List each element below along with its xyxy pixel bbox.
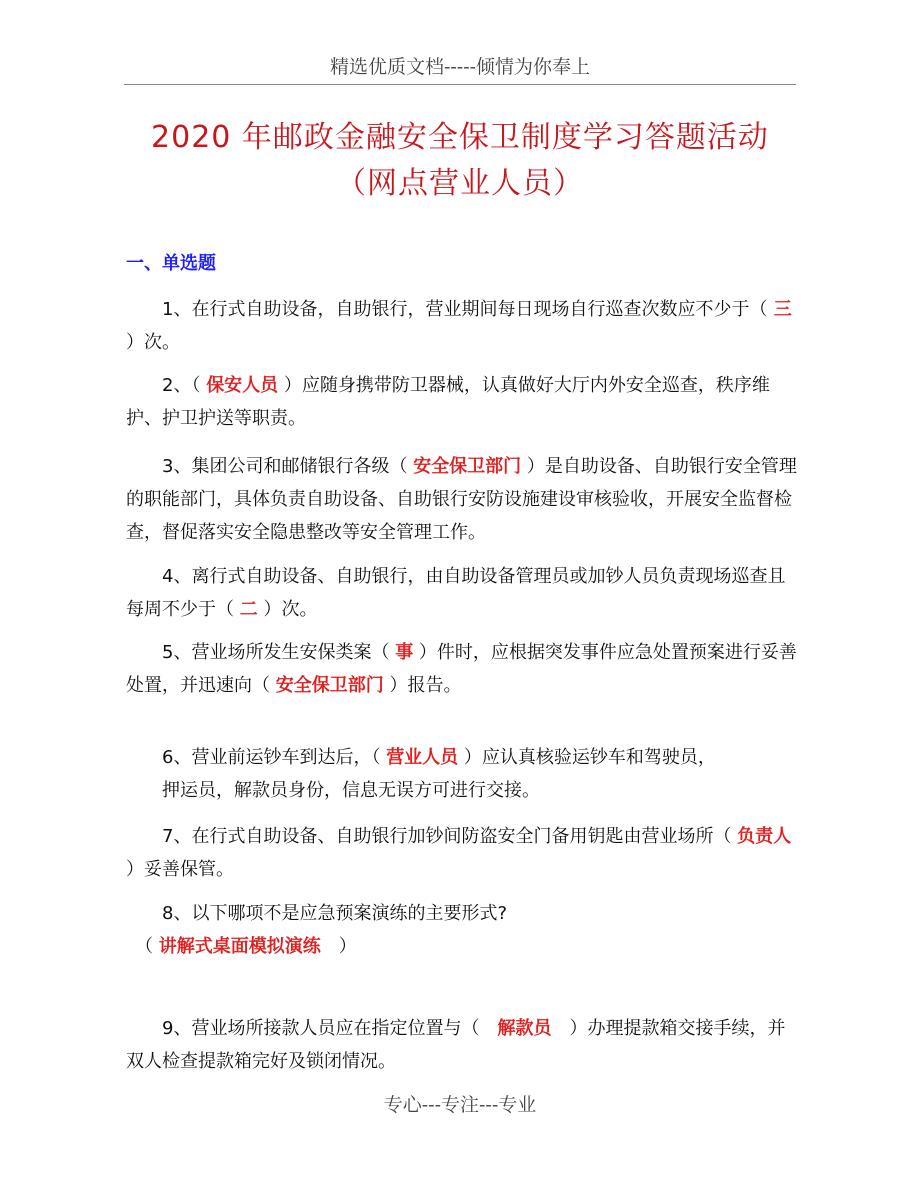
question-9: 9、营业场所接款人员应在指定位置与（ 解款员 ）办理提款箱交接手续，并双人检查提款箱完好及锁闭情况。 — [126, 1018, 786, 1072]
question-2: 2、（ 保安人员 ）应随身携带防卫器械，认真做好大厅内外安全巡查，秩序维护、护卫护送等职责。 — [126, 375, 770, 429]
answer: 三 — [767, 299, 792, 320]
answer: 事 — [395, 642, 414, 663]
document-title: 2020 年邮政金融安全保卫制度学习答题活动 — [151, 120, 769, 155]
section-heading: 一、单选题 — [126, 253, 216, 274]
question-4: 4、离行式自助设备、自助银行，由自助设备管理员或加钞人员负责现场巡查且每周不少于（ 二 ）次。 — [126, 566, 786, 620]
question-5: 5、营业场所发生安保类案（ 事 ）件时，应根据突发事件应急处置预案进行妥善处置，并迅速向（ 安全保卫部门 ）报告。 — [126, 642, 797, 696]
question-3: 3、集团公司和邮储银行各级（ 安全保卫部门 ）是自助设备、自助银行安全管理的职能部门，具体负责自助设备、自助银行安防设施建设审核验收，开展安全监督检查，督促落实安全隐患整改等安全管理工作。 — [126, 456, 797, 543]
answer: 安全保卫部门 — [275, 675, 384, 696]
answer: 安全保卫部门 — [413, 456, 522, 477]
answer: 讲解式桌面模拟演练 — [158, 936, 321, 957]
page-footer: 专心---专注---专业 — [383, 1094, 537, 1116]
document-subtitle: （网点营业人员） — [336, 166, 584, 201]
answer: 保安人员 — [206, 375, 279, 396]
answer: 二 — [239, 599, 258, 620]
question-8: 8、以下哪项不是应急预案演练的主要形式? （ 讲解式桌面模拟演练 ） — [126, 903, 508, 957]
answer: 负责人 — [737, 826, 792, 847]
answer: 营业人员 — [386, 747, 459, 768]
question-1: 1、在行式自助设备，自助银行，营业期间每日现场自行巡查次数应不少于（ 三 ）次。 — [126, 299, 792, 353]
question-6: 6、营业前运钞车到达后，（ 营业人员 ）应认真核验运钞车和驾驶员， 押运员，解款员身份，信息无误方可进行交接。 — [126, 747, 716, 801]
answer: 解款员 — [497, 1018, 552, 1039]
question-7: 7、在行式自助设备、自助银行加钞间防盗安全门备用钥匙由营业场所（ 负责人 ）妥善保管。 — [126, 826, 792, 880]
page-header: 精选优质文档-----倾情为你奉上 — [329, 56, 591, 78]
header-divider — [124, 84, 796, 85]
